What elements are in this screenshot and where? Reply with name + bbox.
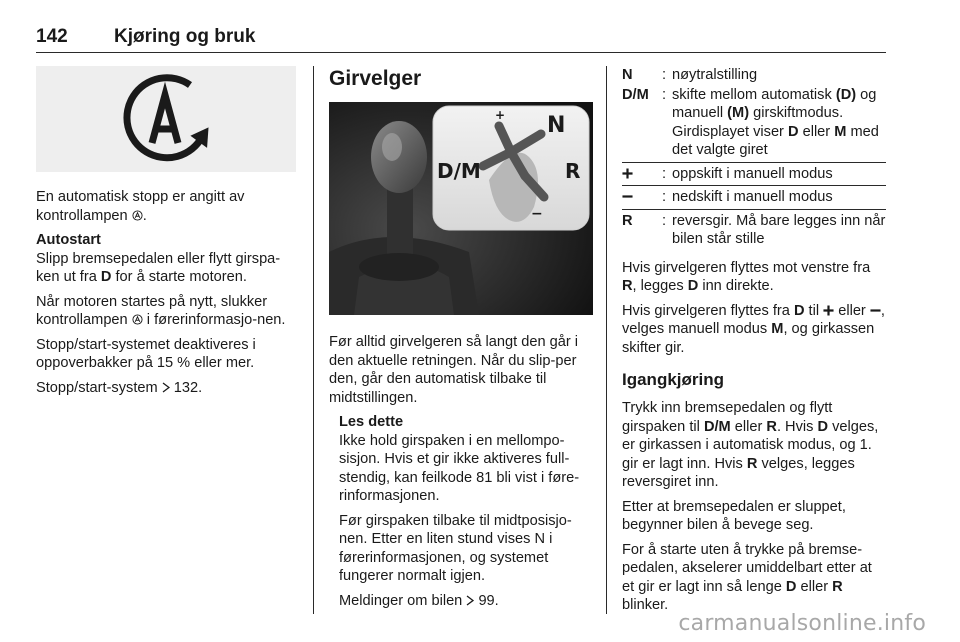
page-header: [36, 26, 886, 53]
section-heading-girvelger: Girvelger: [329, 67, 422, 90]
note-box: [329, 413, 593, 610]
paragraph: Etter at bremsepedalen er sluppet, begynner bilen å bevege seg.: [622, 498, 846, 533]
list-item: D/M : skifte mellom automatisk (D) og manuell (M) girskiftmodus. Girdisplayet viser D eller M med det valgte giret: [622, 86, 886, 163]
paragraph: Ikke hold girspaken i en mellompo-sisjon. Hvis et gir ikke aktiveres full-stendig, kan feilkode 81 bli vist i føre-rinformasjonen.: [339, 432, 580, 504]
watermark-link[interactable]: carmanualsonline.info: [678, 611, 926, 636]
page-number: 142: [36, 26, 68, 47]
cross-reference[interactable]: Stopp/start-system 132.: [36, 379, 203, 396]
column-left: [36, 66, 300, 403]
page-reference-icon: [162, 382, 170, 393]
list-item: : oppskift i manuell modus: [622, 165, 886, 187]
figure-label-minus: −: [531, 206, 543, 222]
gear-lever-illustration: [329, 102, 593, 315]
auto-stop-lamp-figure: [36, 66, 296, 172]
paragraph: Før alltid girvelgeren så langt den går i den aktuelle retningen. Når du slip-per den, går den automatisk tilbake til midtstillingen.: [329, 334, 579, 406]
paragraph: Trykk inn bremsepedalen og flytt girspaken til D/M eller R. Hvis D velges, er girkassen i automatisk modus, og 1. gir er lagt inn. Hvis R velges, legges reversgiret inn.: [622, 400, 879, 490]
figure-label-r: R: [565, 159, 581, 183]
column-right: [622, 66, 886, 621]
plus-icon: [823, 305, 834, 316]
auto-stop-icon: [132, 210, 143, 221]
cross-reference[interactable]: Meldinger om bilen 99.: [339, 592, 499, 609]
note-heading: Les dette: [339, 414, 404, 430]
minus-icon: [622, 191, 633, 202]
chapter-title: Kjøring og bruk: [114, 26, 256, 47]
paragraph: Slipp bremsepedalen eller flytt girspa-ken ut fra D for å starte motoren.: [36, 250, 281, 285]
gear-definition-list: [622, 66, 886, 249]
page-reference-icon: [466, 595, 474, 606]
auto-stop-icon: [110, 69, 222, 169]
paragraph: Hvis girvelgeren flyttes fra D til eller , velges manuell modus M, og girkassen skifter gir.: [622, 302, 885, 356]
column-divider: [606, 66, 607, 614]
auto-stop-icon: [132, 314, 143, 325]
subheading-autostart: Autostart: [36, 232, 101, 248]
figure-label-plus: +: [495, 108, 506, 122]
paragraph: Hvis girvelgeren flyttes mot venstre fra R, legges D inn direkte.: [622, 259, 871, 294]
paragraph: Stopp/start-systemet deaktiveres i oppoverbakker på 15 % eller mer.: [36, 336, 256, 371]
gear-selector-photo: [329, 102, 593, 315]
list-item: : nedskift i manuell modus: [622, 188, 886, 210]
section-heading-igangkjoring: Igangkjøring: [622, 370, 724, 389]
figure-label-dm: D/M: [437, 159, 481, 183]
paragraph: For å starte uten å trykke på bremse-pedalen, akselerer umiddelbart etter at et gir er lagt inn så lenge D eller R blinker.: [622, 541, 872, 613]
plus-icon: [622, 168, 633, 179]
column-middle: [329, 66, 593, 616]
paragraph: Når motoren startes på nytt, slukker kontrollampen i førerinformasjo-nen.: [36, 293, 286, 328]
list-item: R : reversgir. Må bare legges inn når bilen står stille: [622, 212, 886, 247]
column-divider: [313, 66, 314, 614]
list-item: N : nøytralstilling: [622, 67, 758, 83]
figure-label-n: N: [547, 113, 566, 138]
paragraph: Før girspaken tilbake til midtposisjo-nen. Etter en liten stund vises N i førerinformasjonen, og systemet fungerer normalt igjen.: [339, 512, 572, 584]
minus-icon: [870, 305, 881, 316]
paragraph: En automatisk stopp er angitt av kontrollampen .: [36, 189, 245, 224]
